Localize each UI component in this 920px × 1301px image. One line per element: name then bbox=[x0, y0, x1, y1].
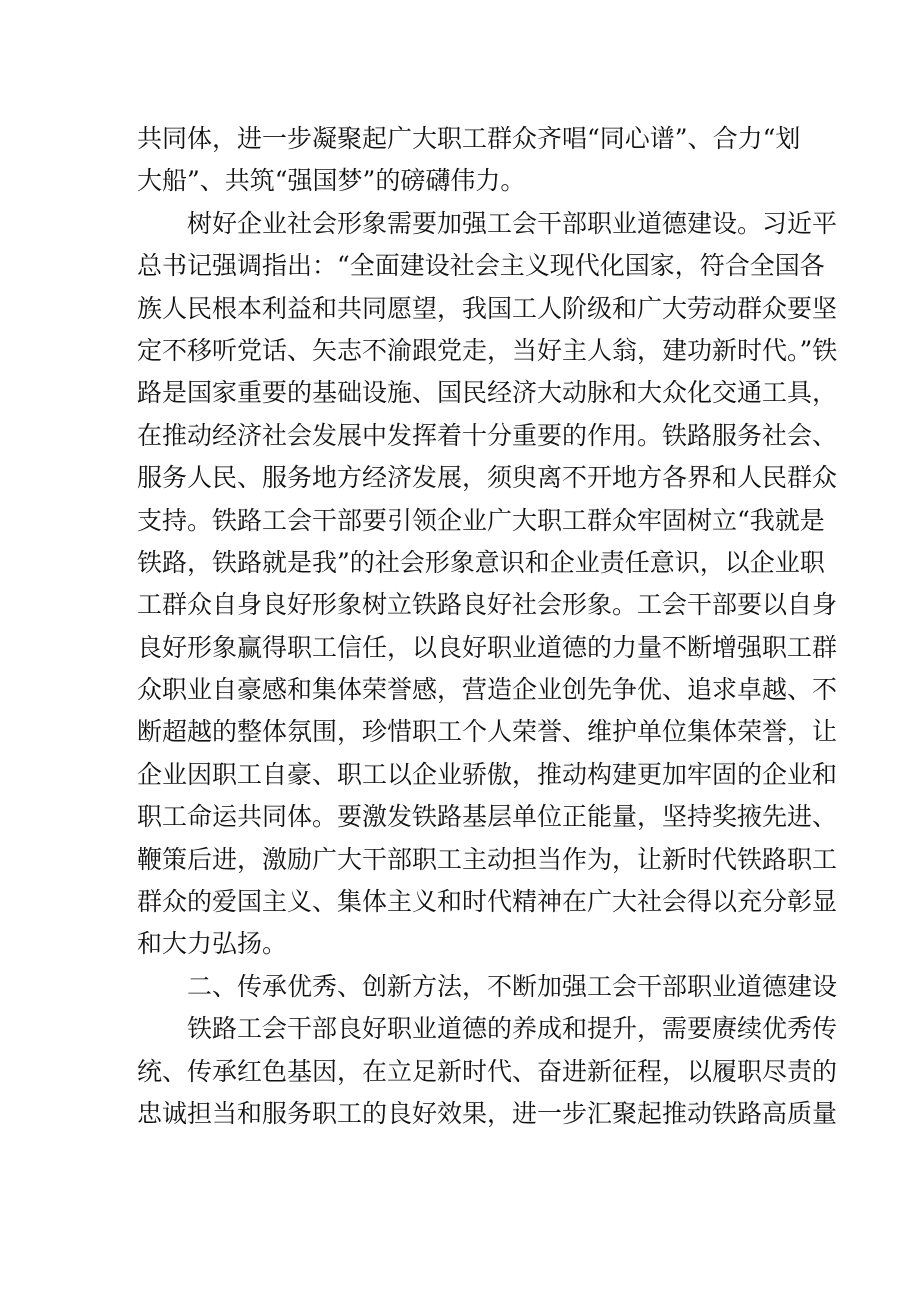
text-line: 在推动经济社会发展中发挥着十分重要的作用。铁路服务社会、 bbox=[137, 420, 838, 450]
paragraph-1 bbox=[137, 118, 801, 203]
text-line: 和大力弘扬。 bbox=[137, 929, 288, 959]
text-line: 树好企业社会形象需要加强工会干部职业道德建设。习近平 bbox=[187, 208, 838, 238]
text-line: 总书记强调指出：“全面建设社会主义现代化国家，符合全国各 bbox=[137, 251, 825, 281]
text-line: 良好形象赢得职工信任，以良好职业道德的力量不断增强职工群 bbox=[137, 632, 838, 662]
text-line: 职工命运共同体。要激发铁路基层单位正能量，坚持奖掖先进、 bbox=[137, 802, 838, 832]
text-line: 铁路工会干部良好职业道德的养成和提升，需要赓续优秀传 bbox=[187, 1014, 838, 1044]
text-line: 忠诚担当和服务职工的良好效果，进一步汇聚起推动铁路高质量 bbox=[137, 1098, 838, 1128]
text-line: 众职业自豪感和集体荣誉感，营造企业创先争优、追求卓越、不 bbox=[137, 675, 838, 705]
document-body bbox=[137, 118, 838, 1135]
text-line: 大船”、共筑“强国梦”的磅礴伟力。 bbox=[137, 166, 526, 196]
text-line: 服务人民、服务地方经济发展，须臾离不开地方各界和人民群众 bbox=[137, 463, 838, 493]
paragraph-3 bbox=[137, 1008, 838, 1135]
text-line: 族人民根本利益和共同愿望，我国工人阶级和广大劳动群众要坚 bbox=[137, 293, 838, 323]
text-line: 共同体，进一步凝聚起广大职工群众齐唱“同心谱”、合力“划 bbox=[137, 124, 801, 153]
text-line: 统、传承红色基因，在立足新时代、奋进新征程，以履职尽责的 bbox=[137, 1056, 838, 1086]
text-line: 鞭策后进，激励广大干部职工主动担当作为，让新时代铁路职工 bbox=[137, 844, 838, 874]
text-line: 路是国家重要的基础设施、国民经济大动脉和大众化交通工具， bbox=[137, 378, 838, 408]
text-line: 企业因职工自豪、职工以企业骄傲，推动构建更加牢固的企业和 bbox=[137, 759, 838, 789]
paragraph-2 bbox=[137, 203, 838, 966]
text-line: 定不移听党话、矢志不渝跟党走，当好主人翁，建功新时代。”铁 bbox=[137, 335, 838, 365]
text-line: 铁路，铁路就是我”的社会形象意识和企业责任意识，以企业职 bbox=[137, 547, 825, 577]
text-line: 支持。铁路工会干部要引领企业广大职工群众牢固树立“我就是 bbox=[137, 505, 825, 535]
section-heading: 二、传承优秀、创新方法，不断加强工会干部职业道德建设 bbox=[187, 971, 838, 1001]
text-line: 群众的爱国主义、集体主义和时代精神在广大社会得以充分彰显 bbox=[137, 887, 838, 917]
text-line: 断超越的整体氛围，珍惜职工个人荣誉、维护单位集体荣誉，让 bbox=[137, 717, 838, 747]
text-line: 工群众自身良好形象树立铁路良好社会形象。工会干部要以自身 bbox=[137, 590, 838, 620]
